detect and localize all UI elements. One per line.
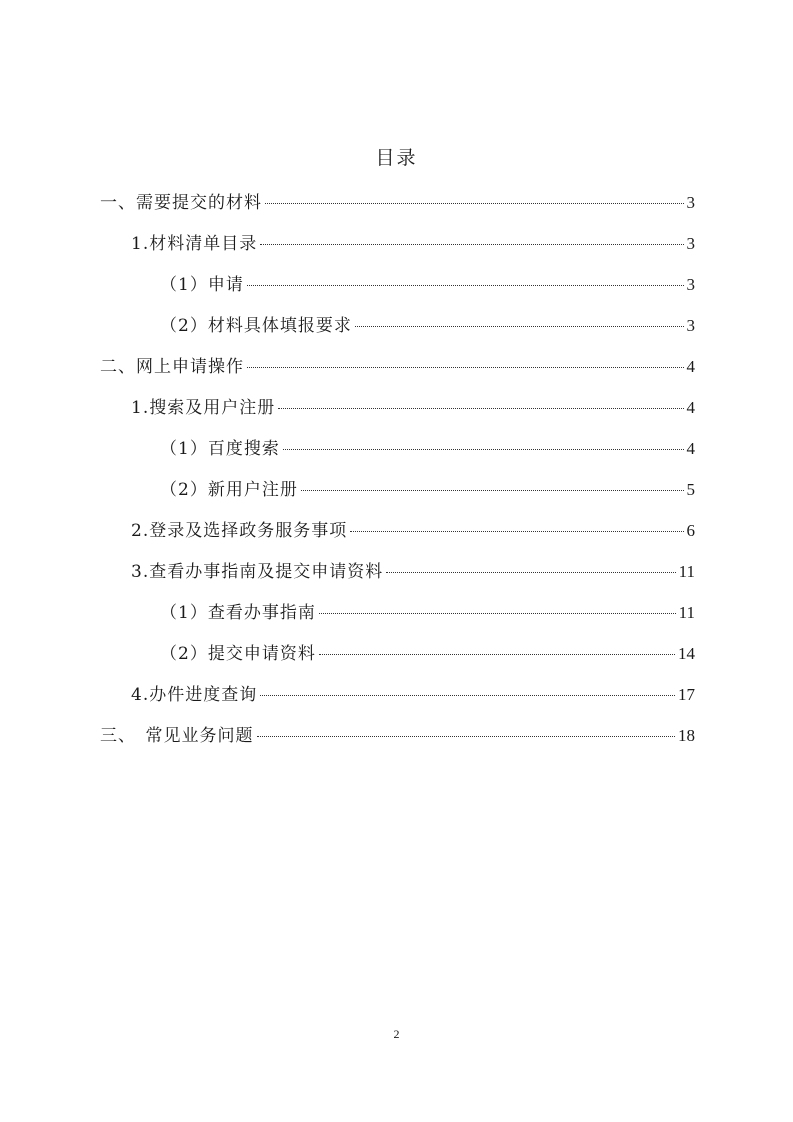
toc-entry-text: （2）新用户注册 [160, 480, 298, 500]
toc-dot-leader [386, 572, 675, 573]
toc-entry-page: 4 [686, 439, 695, 458]
toc-entry-page: 4 [686, 398, 695, 417]
toc-dot-leader [319, 654, 675, 655]
page-number: 2 [393, 1027, 400, 1041]
toc-dot-leader [247, 367, 684, 368]
toc-entry-text: 一、需要提交的材料 [100, 193, 262, 213]
toc-entry-page: 6 [686, 521, 695, 540]
toc-entry-page: 3 [686, 316, 695, 335]
toc-entry-text: （2）提交申请资料 [160, 644, 316, 664]
toc-title: 目录 [375, 147, 418, 169]
toc-entry[interactable] [131, 680, 695, 704]
toc-entry[interactable] [100, 721, 695, 745]
toc-dot-leader [283, 449, 684, 450]
toc-entry-text: 2.登录及选择政务服务事项 [131, 521, 348, 541]
toc-entry[interactable] [160, 475, 695, 499]
toc-entry-page: 3 [686, 193, 695, 212]
toc-dot-leader [350, 531, 683, 532]
toc-dot-leader [319, 613, 676, 614]
toc-dot-leader [265, 203, 684, 204]
toc-entry[interactable] [131, 557, 695, 581]
toc-entry-page: 3 [686, 234, 695, 253]
toc-entry-text: （1）申请 [160, 275, 244, 295]
toc-entry-text: 3.查看办事指南及提交申请资料 [131, 562, 384, 582]
toc-entry[interactable] [131, 393, 695, 417]
toc-dot-leader [301, 490, 684, 491]
toc-dot-leader [355, 326, 684, 327]
toc-entry-page: 11 [678, 603, 695, 622]
toc-entry-page: 5 [686, 480, 695, 499]
toc-entry-text: 4.办件进度查询 [131, 685, 258, 705]
toc-dot-leader [260, 244, 683, 245]
toc-entry-page: 11 [678, 562, 695, 581]
toc-entry[interactable] [160, 311, 695, 335]
toc-entry[interactable] [131, 229, 695, 253]
toc-entry-text: （2）材料具体填报要求 [160, 316, 352, 336]
toc-entry-text: 三、 常见业务问题 [100, 726, 254, 746]
toc-entry-page: 17 [678, 685, 695, 704]
toc-entry[interactable] [131, 516, 695, 540]
toc-entry[interactable] [160, 270, 695, 294]
toc-entry-text: 1.搜索及用户注册 [131, 398, 276, 418]
toc-entry-text: 二、网上申请操作 [100, 357, 244, 377]
toc-dot-leader [278, 408, 683, 409]
toc-entry-text: （1）查看办事指南 [160, 603, 316, 623]
toc-entry[interactable] [100, 188, 695, 212]
toc-entry-text: 1.材料清单目录 [131, 234, 258, 254]
toc-entry-page: 18 [678, 726, 695, 745]
toc-entry-page: 3 [686, 275, 695, 294]
toc-entry[interactable] [160, 434, 695, 458]
toc-dot-leader [257, 736, 676, 737]
toc-entry-page: 4 [686, 357, 695, 376]
toc-dot-leader [260, 695, 675, 696]
toc-entry-text: （1）百度搜索 [160, 439, 280, 459]
toc-entry[interactable] [100, 352, 695, 376]
toc-entry[interactable] [160, 598, 695, 622]
toc-entry[interactable] [160, 639, 695, 663]
toc-entry-page: 14 [678, 644, 695, 663]
toc-dot-leader [247, 285, 684, 286]
